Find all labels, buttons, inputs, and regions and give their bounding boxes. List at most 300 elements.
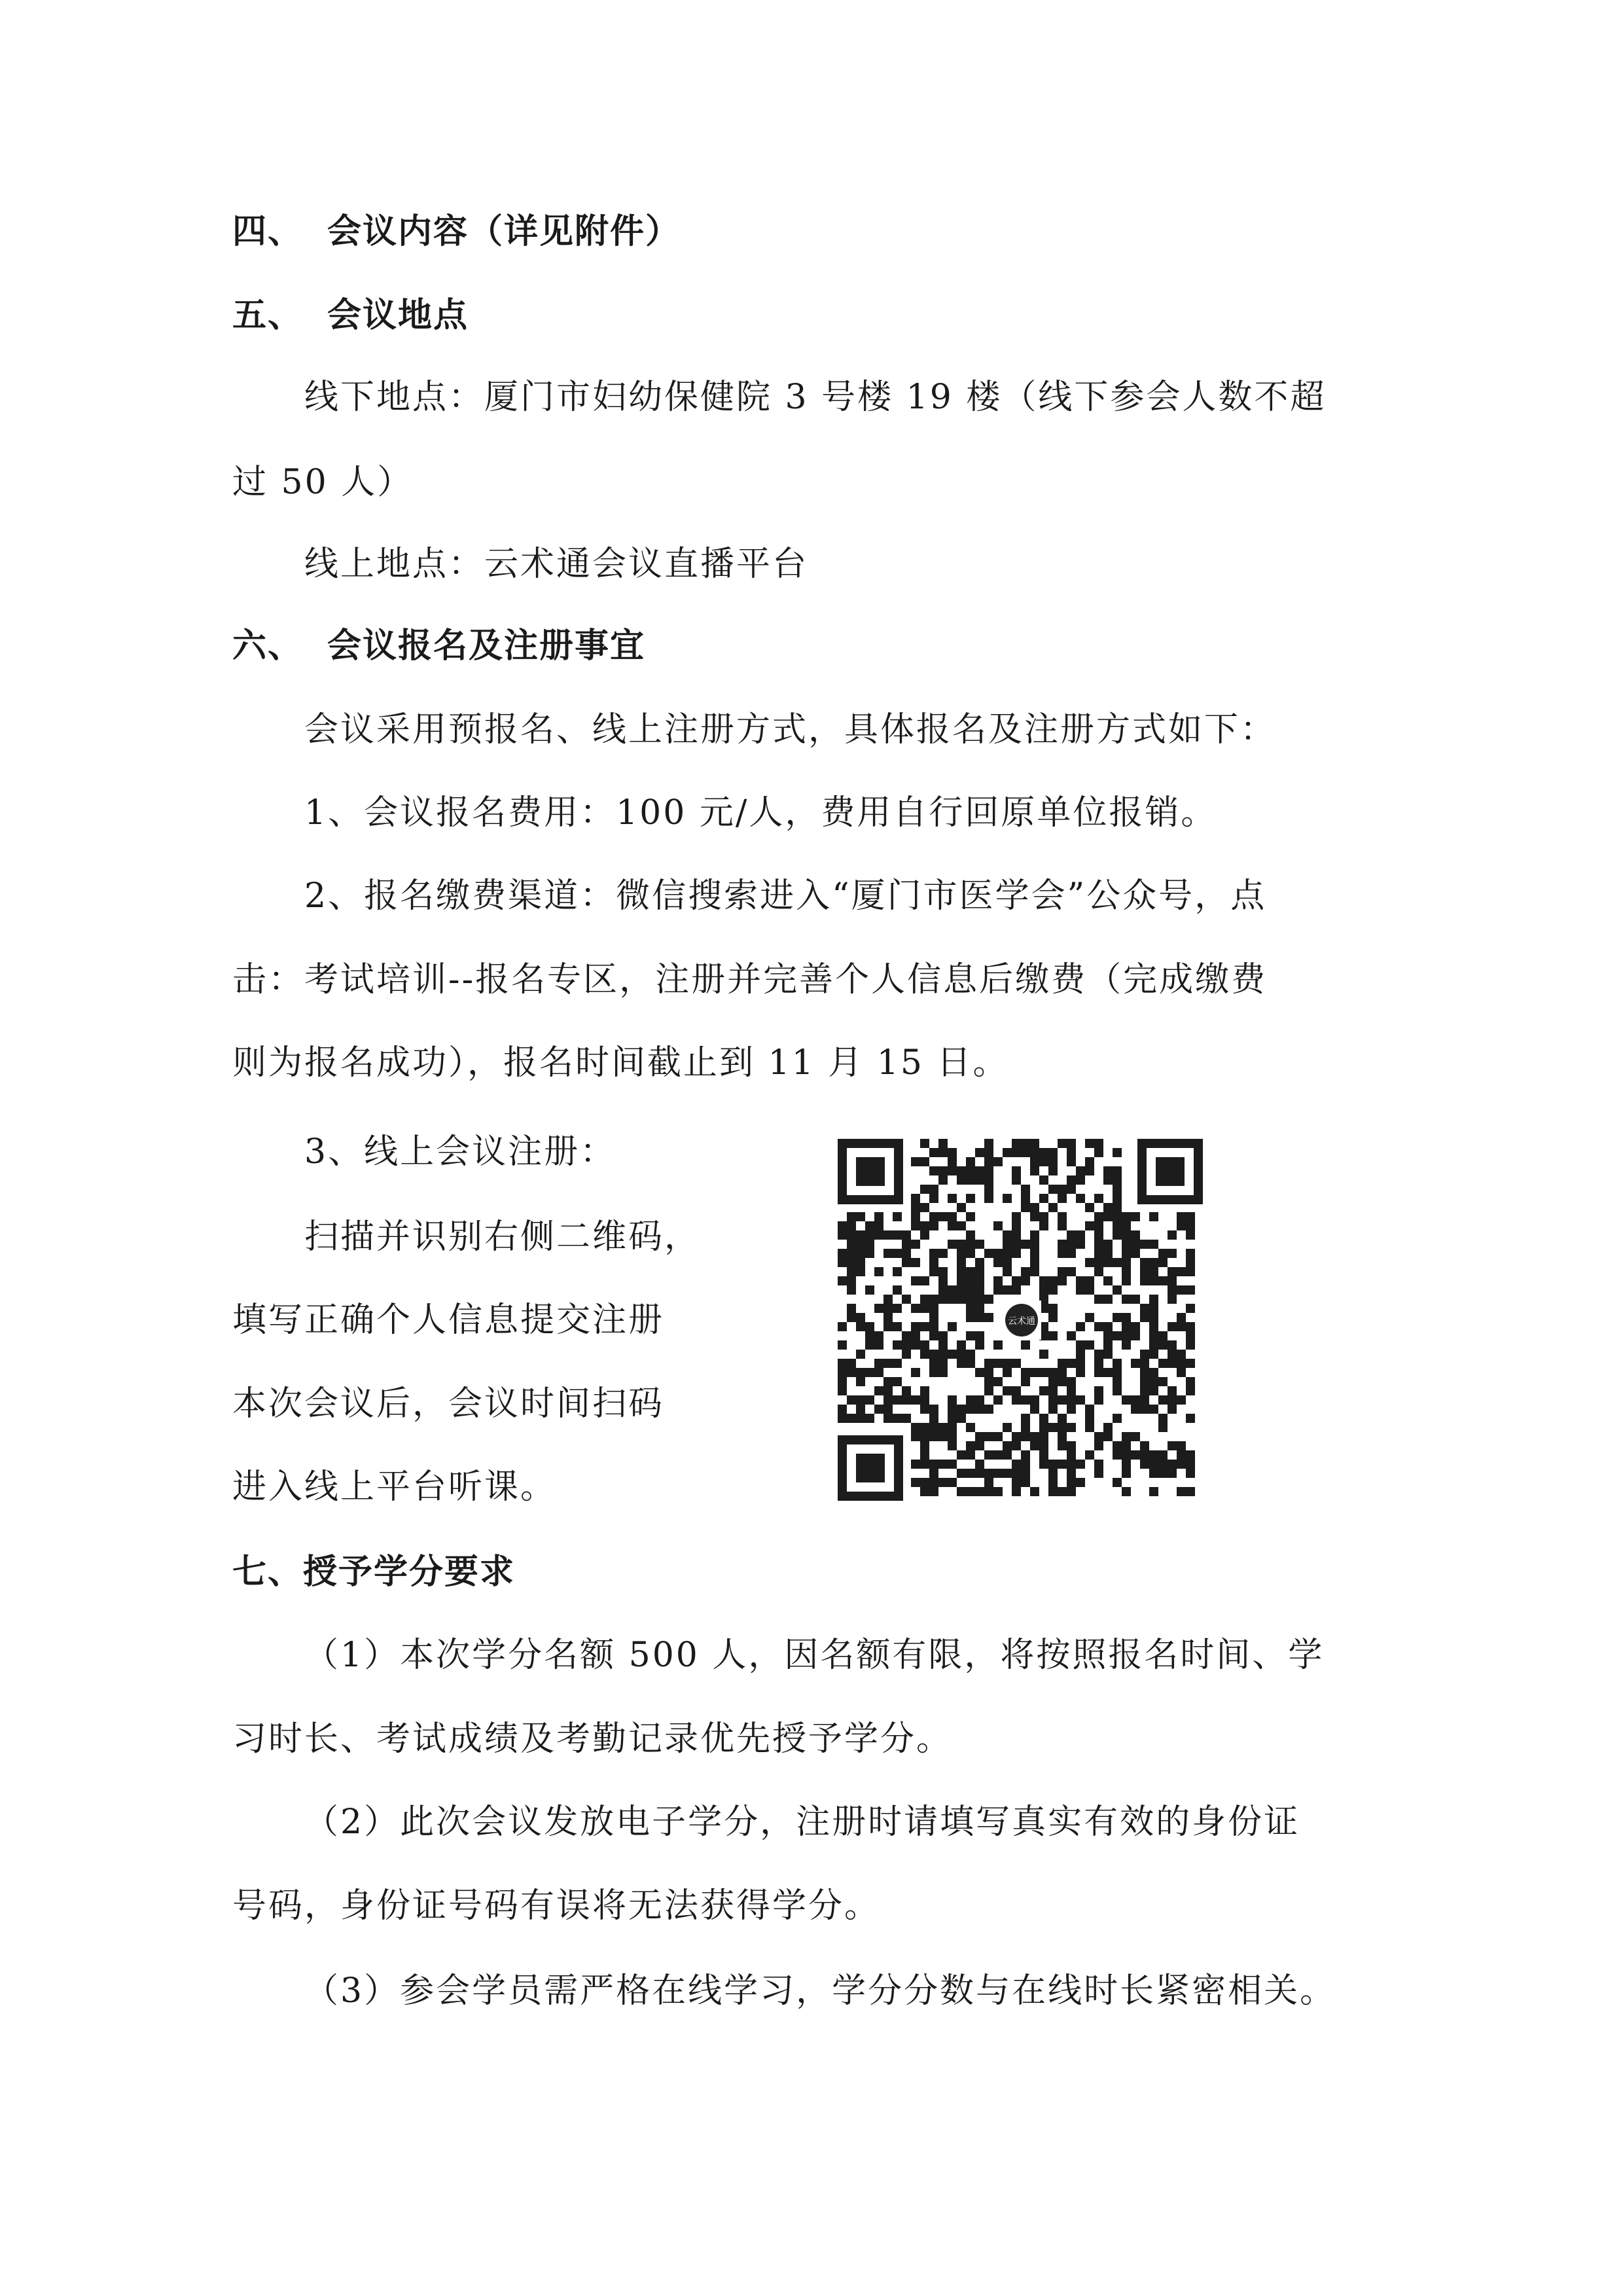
qr-module [1021, 1478, 1030, 1487]
qr-module [920, 1450, 929, 1460]
qr-module [1140, 1460, 1149, 1469]
qr-module [1122, 1258, 1131, 1267]
qr-module [1140, 1450, 1149, 1460]
qr-module [1039, 1285, 1048, 1295]
qr-module [975, 1285, 984, 1295]
qr-module [984, 1185, 993, 1194]
qr-module [856, 1249, 865, 1258]
qr-module [856, 1350, 865, 1359]
qr-module [847, 1359, 856, 1368]
qr-module [1140, 1267, 1149, 1276]
qr-module [874, 1386, 883, 1395]
qr-module [911, 1460, 920, 1469]
qr-module [1012, 1148, 1021, 1157]
qr-module [874, 1212, 883, 1221]
qr-module [1140, 1386, 1149, 1395]
qr-module [1067, 1331, 1076, 1340]
qr-module [938, 1175, 948, 1185]
qr-module [1158, 1395, 1168, 1405]
qr-module [984, 1249, 993, 1258]
qr-module [1067, 1185, 1076, 1194]
qr-module [1149, 1377, 1158, 1386]
qr-module [1012, 1240, 1021, 1249]
qr-module [1186, 1340, 1195, 1350]
qr-module [865, 1340, 874, 1350]
qr-module [856, 1313, 865, 1322]
qr-module [1113, 1414, 1122, 1423]
qr-module [1048, 1313, 1058, 1322]
qr-module [1168, 1350, 1177, 1359]
qr-module [1094, 1249, 1103, 1258]
qr-module [1030, 1212, 1039, 1221]
qr-module [1168, 1230, 1177, 1240]
qr-module [1039, 1221, 1048, 1230]
qr-module [1186, 1267, 1195, 1276]
qr-module [938, 1249, 948, 1258]
qr-module [1058, 1212, 1067, 1221]
qr-module [847, 1230, 856, 1240]
qr-module [938, 1267, 948, 1276]
qr-module [1113, 1203, 1122, 1212]
qr-module [1085, 1166, 1094, 1175]
qr-module [1113, 1258, 1122, 1267]
qr-module [1058, 1267, 1067, 1276]
qr-module [1058, 1487, 1067, 1496]
qr-module [893, 1267, 902, 1276]
qr-module [911, 1212, 920, 1221]
qr-module [1076, 1460, 1085, 1469]
qr-module [966, 1350, 975, 1359]
qr-module [865, 1395, 874, 1405]
qr-module [957, 1258, 966, 1267]
qr-module [948, 1240, 957, 1249]
qr-module [1012, 1395, 1021, 1405]
qr-module [984, 1139, 993, 1148]
qr-module [920, 1221, 929, 1230]
qr-module [1067, 1377, 1076, 1386]
credit-rule-1-line1: （1）本次学分名额 500 人，因名额有限，将按照报名时间、学 [304, 1636, 1325, 1675]
qr-module [984, 1359, 993, 1368]
qr-module [1012, 1487, 1021, 1496]
qr-module [856, 1395, 865, 1405]
qr-module [984, 1157, 993, 1166]
qr-module [838, 1340, 847, 1350]
qr-module [911, 1331, 920, 1340]
qr-module [957, 1240, 966, 1249]
qr-module [975, 1240, 984, 1249]
section-6-title: 会议报名及注册事宜 [327, 626, 646, 666]
qr-module [929, 1487, 938, 1496]
qr-module [929, 1194, 938, 1203]
qr-module [966, 1276, 975, 1285]
qr-module [957, 1276, 966, 1285]
qr-module [1003, 1148, 1012, 1157]
qr-module [1113, 1478, 1122, 1487]
qr-module [975, 1313, 984, 1322]
qr-module [1048, 1469, 1058, 1478]
qr-module [1085, 1285, 1094, 1295]
qr-module [1177, 1441, 1186, 1450]
section-6-heading [232, 625, 645, 667]
qr-module [838, 1258, 847, 1267]
qr-module [1048, 1386, 1058, 1395]
qr-module [1177, 1450, 1186, 1460]
qr-module [1177, 1212, 1186, 1221]
qr-module [1113, 1331, 1122, 1340]
qr-module [1177, 1350, 1186, 1359]
qr-module [865, 1368, 874, 1377]
qr-module [1067, 1139, 1076, 1148]
qr-module [883, 1313, 893, 1322]
qr-module [902, 1340, 911, 1350]
qr-module [1177, 1221, 1186, 1230]
credit-rule-3: （3）参会学员需严格在线学习，学分分数与在线时长紧密相关。 [304, 1971, 1336, 2011]
qr-module [1039, 1194, 1048, 1203]
qr-module [1039, 1432, 1048, 1441]
qr-module [1012, 1359, 1021, 1368]
qr-module [920, 1340, 929, 1350]
qr-module [1012, 1386, 1021, 1395]
qr-module [957, 1166, 966, 1175]
qr-module [1186, 1212, 1195, 1221]
qr-module [1140, 1377, 1149, 1386]
qr-module [856, 1368, 865, 1377]
qr-module [911, 1194, 920, 1203]
qr-module [838, 1377, 847, 1386]
qr-module [1103, 1340, 1113, 1350]
qr-module [902, 1249, 911, 1258]
section-5-title: 会议地点 [327, 295, 469, 335]
qr-module [1122, 1240, 1131, 1249]
qr-module [847, 1285, 856, 1295]
qr-module [1076, 1350, 1085, 1359]
qr-module [1113, 1212, 1122, 1221]
qr-module [1186, 1249, 1195, 1258]
qr-module [847, 1276, 856, 1285]
qr-module [865, 1221, 874, 1230]
qr-module [1168, 1469, 1177, 1478]
qr-module [984, 1469, 993, 1478]
qr-module [865, 1249, 874, 1258]
qr-module [984, 1148, 993, 1157]
qr-finder-bottom-left [838, 1435, 903, 1501]
qr-module [1067, 1148, 1076, 1157]
qr-module [1094, 1395, 1103, 1405]
qr-module [874, 1304, 883, 1313]
qr-module [1103, 1258, 1113, 1267]
qr-module [1058, 1249, 1067, 1258]
qr-module [902, 1331, 911, 1340]
qr-module [1186, 1469, 1195, 1478]
qr-module [966, 1267, 975, 1276]
qr-module [1003, 1249, 1012, 1258]
qr-module [1122, 1276, 1131, 1285]
qr-module [1168, 1395, 1177, 1405]
qr-module [1177, 1285, 1186, 1295]
qr-module [975, 1340, 984, 1350]
qr-module [1048, 1487, 1058, 1496]
qr-module [1122, 1313, 1131, 1322]
qr-module [1058, 1460, 1067, 1469]
qr-module [929, 1148, 938, 1157]
qr-module [856, 1377, 865, 1386]
qr-module [966, 1212, 975, 1221]
qr-module [984, 1386, 993, 1395]
qr-module [1158, 1340, 1168, 1350]
scan-instruction-line4: 进入线上平台听课。 [232, 1467, 557, 1507]
qr-module [1094, 1295, 1103, 1304]
qr-module [948, 1405, 957, 1414]
qr-module [1012, 1175, 1021, 1185]
qr-module [1048, 1148, 1058, 1157]
qr-module [893, 1414, 902, 1423]
qr-module [920, 1441, 929, 1450]
registration-intro: 会议采用预报名、线上注册方式，具体报名及注册方式如下： [304, 710, 1277, 749]
qr-module [984, 1166, 993, 1175]
qr-module [1186, 1304, 1195, 1313]
qr-module [911, 1304, 920, 1313]
qr-module [874, 1405, 883, 1414]
qr-module [1048, 1377, 1058, 1386]
qr-module [893, 1395, 902, 1405]
qr-module [929, 1368, 938, 1377]
qr-module [966, 1157, 975, 1166]
qr-module [911, 1340, 920, 1350]
qr-module [938, 1276, 948, 1285]
qr-module [1085, 1276, 1094, 1285]
qr-module [1113, 1194, 1122, 1203]
qr-module [938, 1423, 948, 1432]
qr-module [938, 1350, 948, 1359]
qr-module [911, 1423, 920, 1432]
qr-module [1012, 1166, 1021, 1175]
payment-channel-line1: 2、报名缴费渠道：微信搜索进入“厦门市医学会”公众号，点 [304, 876, 1267, 916]
qr-module [1048, 1304, 1058, 1313]
qr-module [1113, 1185, 1122, 1194]
qr-module [938, 1295, 948, 1304]
qr-module [1039, 1386, 1048, 1395]
qr-module [856, 1414, 865, 1423]
qr-module [1058, 1359, 1067, 1368]
qr-module [920, 1405, 929, 1414]
qr-module [948, 1166, 957, 1175]
qr-module [1030, 1240, 1039, 1249]
qr-module [1067, 1240, 1076, 1249]
qr-module [1168, 1276, 1177, 1285]
qr-module [1168, 1340, 1177, 1350]
qr-module [1113, 1285, 1122, 1295]
section-7-heading [232, 1551, 515, 1593]
qr-module [920, 1139, 929, 1148]
qr-module [1094, 1240, 1103, 1249]
qr-module [1103, 1295, 1113, 1304]
qr-module [1149, 1313, 1158, 1322]
qr-module [1021, 1185, 1030, 1194]
qr-module [1003, 1386, 1012, 1395]
qr-module [1122, 1249, 1131, 1258]
qr-module [984, 1450, 993, 1460]
qr-module [938, 1460, 948, 1469]
qr-module [920, 1276, 929, 1285]
qr-module [847, 1313, 856, 1322]
qr-module [1021, 1240, 1030, 1249]
qr-module [883, 1304, 893, 1313]
qr-module [1085, 1340, 1094, 1350]
qr-module [893, 1377, 902, 1386]
qr-module [938, 1139, 948, 1148]
qr-module [984, 1313, 993, 1322]
qr-module [920, 1157, 929, 1166]
qr-module [874, 1359, 883, 1368]
credit-rule-2-line1: （2）此次会议发放电子学分，注册时请填写真实有效的身份证 [304, 1803, 1300, 1842]
qr-module [1021, 1395, 1030, 1405]
qr-module [1158, 1276, 1168, 1285]
qr-module [975, 1276, 984, 1285]
qr-module [1039, 1276, 1048, 1285]
qr-module [1113, 1230, 1122, 1240]
qr-module [1131, 1240, 1140, 1249]
qr-module [966, 1194, 975, 1203]
qr-module [1048, 1478, 1058, 1487]
qr-module [938, 1478, 948, 1487]
qr-module [1103, 1368, 1113, 1377]
qr-module [1149, 1386, 1158, 1395]
qr-module [838, 1322, 847, 1331]
qr-module [957, 1295, 966, 1304]
qr-module [1067, 1249, 1076, 1258]
qr-module [874, 1221, 883, 1230]
qr-module [966, 1450, 975, 1460]
qr-module [1113, 1313, 1122, 1322]
qr-module [902, 1258, 911, 1267]
qr-module [1048, 1185, 1058, 1194]
qr-module [929, 1432, 938, 1441]
qr-module [1140, 1240, 1149, 1249]
qr-module [1003, 1230, 1012, 1240]
qr-module [1140, 1304, 1149, 1313]
qr-module [1021, 1148, 1030, 1157]
qr-module [938, 1368, 948, 1377]
qr-module [1048, 1405, 1058, 1414]
qr-module [966, 1331, 975, 1340]
qr-module [1085, 1405, 1094, 1414]
qr-module [856, 1258, 865, 1267]
qr-module [1158, 1249, 1168, 1258]
qr-module [957, 1359, 966, 1368]
qr-module [902, 1386, 911, 1395]
qr-module [1003, 1423, 1012, 1432]
qr-module [1021, 1368, 1030, 1377]
qr-module [1149, 1304, 1158, 1313]
qr-module [1039, 1460, 1048, 1469]
qr-module [1113, 1221, 1122, 1230]
qr-module [920, 1230, 929, 1240]
qr-module [1122, 1460, 1131, 1469]
qr-module [911, 1322, 920, 1331]
qr-module [1140, 1395, 1149, 1405]
qr-module [993, 1487, 1003, 1496]
qr-module [1122, 1441, 1131, 1450]
qr-module [1003, 1285, 1012, 1295]
qr-module [966, 1295, 975, 1304]
qr-module [948, 1157, 957, 1166]
qr-module [1085, 1450, 1094, 1460]
qr-module [1021, 1469, 1030, 1478]
qr-module [1186, 1331, 1195, 1340]
qr-module [1103, 1175, 1113, 1185]
qr-module [948, 1395, 957, 1405]
qr-module [1067, 1157, 1076, 1166]
qr-module [1021, 1377, 1030, 1386]
qr-module [1012, 1276, 1021, 1285]
qr-module [966, 1359, 975, 1368]
qr-module [1094, 1221, 1103, 1230]
qr-module [957, 1203, 966, 1212]
qr-module [1076, 1230, 1085, 1240]
qr-module [1003, 1450, 1012, 1460]
qr-module [1168, 1322, 1177, 1331]
qr-module [1131, 1432, 1140, 1441]
qr-module [1177, 1322, 1186, 1331]
qr-module [1140, 1350, 1149, 1359]
qr-module [1039, 1148, 1048, 1157]
qr-module [1122, 1267, 1131, 1276]
registration-qr-code[interactable] [834, 1136, 1207, 1505]
qr-module [1103, 1331, 1113, 1340]
qr-module [920, 1386, 929, 1395]
qr-module [1058, 1368, 1067, 1377]
qr-module [1094, 1258, 1103, 1267]
qr-module [1039, 1450, 1048, 1460]
qr-module [1039, 1423, 1048, 1432]
qr-module [1168, 1359, 1177, 1368]
qr-module [1177, 1267, 1186, 1276]
qr-module [911, 1240, 920, 1249]
qr-module [1039, 1157, 1048, 1166]
qr-module [1012, 1249, 1021, 1258]
qr-module [1030, 1368, 1039, 1377]
qr-module [1048, 1203, 1058, 1212]
qr-module [1067, 1395, 1076, 1405]
qr-module [1003, 1441, 1012, 1450]
qr-module [1030, 1230, 1039, 1240]
qr-module [1076, 1285, 1085, 1295]
section-5-number: 五、 [232, 295, 304, 335]
qr-module [1103, 1212, 1113, 1221]
qr-module [920, 1432, 929, 1441]
section-7-number: 七、 [232, 1552, 304, 1592]
qr-module [1067, 1460, 1076, 1469]
qr-module [874, 1267, 883, 1276]
qr-module [856, 1405, 865, 1414]
qr-module [938, 1359, 948, 1368]
qr-module [1030, 1249, 1039, 1258]
qr-module [1149, 1322, 1158, 1331]
qr-module [938, 1331, 948, 1340]
qr-module [838, 1368, 847, 1377]
qr-module [865, 1331, 874, 1340]
qr-module [1122, 1221, 1131, 1230]
qr-module [1103, 1166, 1113, 1175]
qr-module [993, 1258, 1003, 1267]
qr-module [1048, 1285, 1058, 1295]
qr-module [1177, 1359, 1186, 1368]
qr-module [1012, 1478, 1021, 1487]
qr-module [911, 1395, 920, 1405]
qr-module [1186, 1258, 1195, 1267]
qr-module [1021, 1450, 1030, 1460]
qr-module [874, 1331, 883, 1340]
